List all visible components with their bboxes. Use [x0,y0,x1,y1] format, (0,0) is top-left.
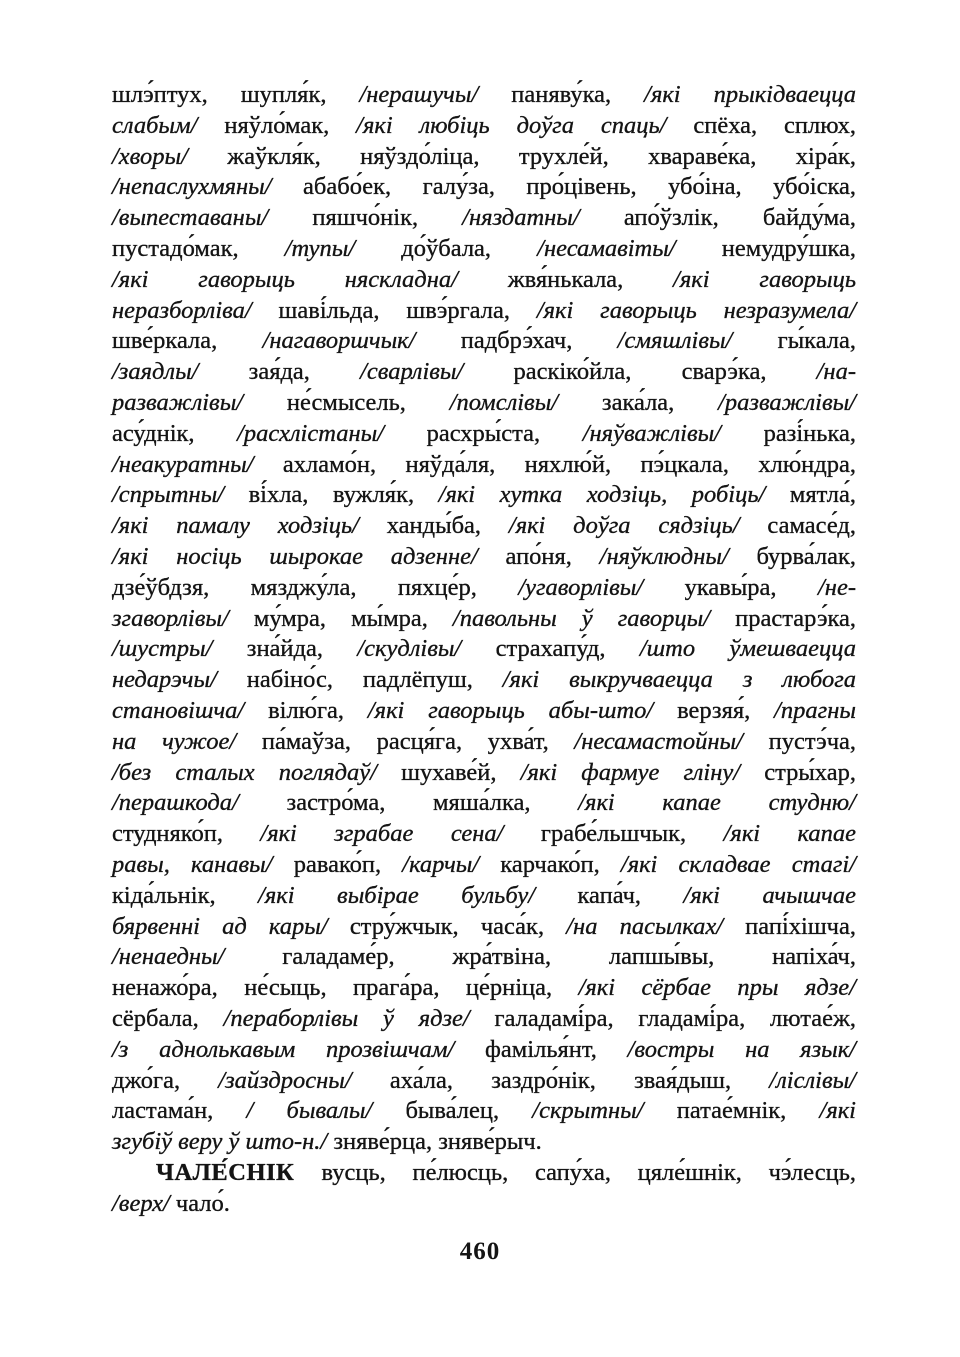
qualifier-italic-text: /які зграбае сена/ [260,820,541,848]
qualifier-italic-text: /які складвае стагі/ [620,850,856,878]
text-line [112,973,856,1004]
synonym-text: страхапу́д, [495,635,640,663]
qualifier-italic-text: /павольны ў гаворцы/ [452,604,736,632]
synonym-text: джо́га, [112,1066,219,1094]
headword-text: ЧАЛЕ́СНІК [156,1158,322,1186]
text-line [112,357,856,388]
qualifier-italic-text: /угаворлівы/ [518,573,685,601]
synonym-text: шухаве́й, [401,758,521,786]
qualifier-italic-text: /на- [816,358,856,386]
qualifier-italic-text: /які хутка ходзіць, робіць/ [438,481,790,509]
qualifier-italic-text: /не- [817,573,856,601]
text-line [112,1096,856,1127]
qualifier-italic-text: /верх/ [112,1189,176,1217]
synonym-text: пяшчо́нік, [312,204,463,232]
synonym-text: вілю́га, [268,696,368,724]
qualifier-italic-text: /скрытны/ [532,1097,677,1125]
synonym-text: шве́ркала, [112,327,263,355]
qualifier-italic-text: разважлівы/ [112,388,287,416]
qualifier-italic-text: /спрытны/ [112,481,249,509]
synonym-text: зняве́рца, зняве́рыч. [333,1128,542,1156]
synonym-text: застро́ма, мяша́лка, [286,789,579,817]
text-line [112,912,856,943]
synonym-text: дзе́ўбдзя, мязджу́ла, пяхце́р, [112,573,519,601]
synonym-text: зая́да, [248,358,361,386]
synonym-text: не́смысель, [286,388,450,416]
qualifier-italic-text: /нагаворшчык/ [262,327,461,355]
synonym-text: капа́ч, [577,881,684,909]
text-line [112,604,856,635]
qualifier-italic-text: /востры на язык/ [627,1035,856,1063]
qualifier-italic-text: /які капае студню/ [578,789,856,817]
qualifier-italic-text: /перашкода/ [112,789,287,817]
qualifier-italic-text: недарэчы/ [112,666,247,694]
qualifier-italic-text: /несамавіты/ [537,234,722,262]
synonym-text: абабо́ек, галу́за, про́цівень, убо́іна, убо́іска, [303,173,856,201]
qualifier-italic-text: /з аднолькавым прозвішчам/ [112,1035,486,1063]
qualifier-italic-text: /які гаворыць абы-што/ [367,696,678,724]
qualifier-italic-text: /які прыкідваецца [644,81,856,108]
qualifier-italic-text: /які капае [723,820,857,848]
qualifier-italic-text: /шустры/ [112,635,247,663]
synonym-text: апо́ня, [505,542,600,570]
synonym-text: па́маўза, расця́га, ухва́т, [261,727,575,755]
synonym-text: расхры́ста, [426,419,583,447]
text-line [112,573,856,604]
synonym-text: сёрбала, [112,1004,224,1032]
text-line [112,1158,856,1189]
synonym-text: спёха, сплюх, [693,111,856,139]
synonym-text: апо́ўзлік, байду́ма, [623,204,856,232]
synonym-text: падбрэ́хач, [460,327,618,355]
qualifier-italic-text: становішча/ [112,696,269,724]
qualifier-italic-text: /зайздросны/ [218,1066,390,1094]
text-line [112,696,856,727]
text-line [112,265,856,296]
qualifier-italic-text: згаворлівы/ [112,604,254,632]
text-line [112,942,856,973]
qualifier-italic-text: /які гаворыць няскладна/ [112,265,508,293]
qualifier-italic-text: /неакуратны/ [112,450,283,478]
qualifier-italic-text: /няздатны/ [462,204,624,232]
qualifier-italic-text: /які носіць шырокае адзенне/ [112,542,506,570]
qualifier-italic-text: /карчы/ [402,850,501,878]
synonym-text: укавы́ра, [684,573,818,601]
text-line [112,142,856,173]
text-line [112,819,856,850]
synonym-text: немудру́шка, [721,234,856,262]
synonym-text: зна́йда, [246,635,358,663]
synonym-text: жвя́нькала, [507,265,674,293]
text-line [112,296,856,327]
synonym-text: бурва́лак, [756,542,856,570]
synonym-text: стру́жчык, часа́к, [349,912,567,940]
synonym-text: шлэ́птух, шупля́к, [112,81,360,108]
qualifier-italic-text: /няўклюдны/ [599,542,757,570]
synonym-text: папі́хішча, [745,912,856,940]
text-line [112,234,856,265]
dictionary-entry-continuation [112,80,856,1158]
synonym-text: пустэ́ча, [768,727,857,755]
synonym-text: верзяя́, [677,696,775,724]
synonym-text: вусць, пе́люсць, сапу́ха, цяле́шнік, чэ́лесць, [321,1158,856,1186]
synonym-text: мятла́, [789,481,856,509]
qualifier-italic-text: на чужое/ [112,727,262,755]
synonym-text: галадамі́ра, гладамі́ра, лютае́ж, [494,1004,856,1032]
synonym-text: кіда́льнік, [112,881,259,909]
text-line [112,850,856,881]
text-line [112,634,856,665]
synonym-text: раскіко́йла, сварэ́ка, [513,358,817,386]
qualifier-italic-text: /скудлівы/ [357,635,496,663]
qualifier-italic-text: /пераборлівы ў ядзе/ [223,1004,495,1032]
text-line [112,203,856,234]
synonym-text: фамілья́нт, [485,1035,628,1063]
qualifier-italic-text: неразборліва/ [112,296,279,324]
synonym-text: няўло́мак, [224,111,357,139]
qualifier-italic-text: /тупы/ [284,234,402,262]
text-line [112,665,856,696]
text-line [112,419,856,450]
qualifier-italic-text: /ненаедны/ [112,943,283,971]
text-line [112,758,856,789]
synonym-text: прастарэ́ка, [735,604,856,632]
text-line [112,788,856,819]
synonym-text: паняву́ка, [511,81,645,108]
qualifier-italic-text: бярвенні ад кары/ [112,912,350,940]
qualifier-italic-text: /які любіць доўга спаць/ [356,111,694,139]
text-line [112,388,856,419]
synonym-text: патае́мнік, [676,1097,820,1125]
synonym-text: равако́п, [293,850,403,878]
qualifier-italic-text: /помслівы/ [449,388,602,416]
qualifier-italic-text: /які выбірае бульбу/ [258,881,578,909]
qualifier-italic-text: /які [819,1097,856,1125]
qualifier-italic-text: /ліслівы/ [769,1066,856,1094]
synonym-text: гы́кала, [777,327,857,355]
qualifier-italic-text: /што ўмешваецца [639,635,856,663]
synonym-text: жаўкля́к, няўздо́ліца, трухле́й, хвараве́ка, хіра́к, [227,142,856,170]
qualifier-italic-text: /выпеставаны/ [112,204,313,232]
synonym-text: быва́лец, [405,1097,533,1125]
synonym-text: грабе́льшчык, [540,820,724,848]
qualifier-italic-text: /заядлы/ [112,358,249,386]
text-line [112,1004,856,1035]
synonym-text: ластама́н, [112,1097,247,1125]
dictionary-entry-chalesnik [112,1158,856,1220]
synonym-text: карчако́п, [500,850,621,878]
text-line [112,727,856,758]
qualifier-italic-text: /разважлівы/ [718,388,856,416]
qualifier-italic-text: згубіў веру ў што-н./ [112,1128,334,1156]
qualifier-italic-text: / бывалы/ [246,1097,406,1125]
dictionary-text [112,80,856,1219]
text-line [112,1035,856,1066]
synonym-text: стры́хар, [764,758,856,786]
synonym-text: ненажо́ра, не́сыць, прага́ра, це́рніца, [112,974,579,1002]
synonym-text: ахламо́н, няўда́ля, няхлю́й, пэ́цкала, хлю́ндра, [282,450,857,478]
synonym-text: ві́хла, вужля́к, [248,481,439,509]
synonym-text: аха́ла, заздро́нік, звая́дыш, [389,1066,770,1094]
text-line [112,80,856,111]
synonym-text: ханды́ба, [386,512,509,540]
qualifier-italic-text: /хворы/ [112,142,228,170]
text-line [112,1189,856,1220]
text-line [112,542,856,573]
qualifier-italic-text: /няўважлівы/ [582,419,764,447]
qualifier-italic-text: слабым/ [112,111,225,139]
qualifier-italic-text: /які ачышчае [683,881,856,909]
text-line [112,511,856,542]
synonym-text: самасе́д, [767,512,856,540]
qualifier-italic-text: /які фармуе гліну/ [520,758,765,786]
qualifier-italic-text: /непаслухмяны/ [112,173,304,201]
qualifier-italic-text: /які сёрбае пры ядзе/ [578,974,856,1002]
text-line [112,326,856,357]
text-line [112,111,856,142]
qualifier-italic-text: /які гаворыць [673,265,856,293]
synonym-text: галадаме́р, жра́твіна, лапшы́вы, напіха́ч, [282,943,856,971]
synonym-text: студняко́п, [112,820,261,848]
text-line [112,881,856,912]
text-line [112,172,856,203]
text-line [112,480,856,511]
qualifier-italic-text: /які гаворыць незразумела/ [536,296,856,324]
synonym-text: разі́нька, [763,419,856,447]
synonym-text: му́мра, мы́мра, [253,604,453,632]
qualifier-italic-text: /расхлістаны/ [237,419,427,447]
page-number: 460 [459,1238,501,1265]
synonym-text: до́ўбала, [401,234,538,262]
synonym-text: чало́. [175,1189,230,1217]
qualifier-italic-text: /які выкручваецца з любога [502,666,856,694]
qualifier-italic-text: /без сталых поглядаў/ [112,758,402,786]
synonym-text: зака́ла, [601,388,719,416]
qualifier-italic-text: равы, канавы/ [112,850,294,878]
synonym-text: пустадо́мак, [112,234,285,262]
qualifier-italic-text: /сварлівы/ [360,358,514,386]
qualifier-italic-text: /на пасылках/ [566,912,746,940]
text-line [112,1127,856,1158]
text-line [112,450,856,481]
qualifier-italic-text: /які доўга сядзіць/ [508,512,768,540]
synonym-text: шаві́льда, швэ́ргала, [278,296,537,324]
qualifier-italic-text: /прагны [774,696,856,724]
qualifier-italic-text: /які памалу ходзіць/ [112,512,387,540]
qualifier-italic-text: /несамастойны/ [574,727,769,755]
qualifier-italic-text: /смяшлівы/ [617,327,778,355]
synonym-text: асу́днік, [112,419,238,447]
synonym-text: набіно́с, падлёпуш, [246,666,503,694]
text-line [112,1066,856,1097]
qualifier-italic-text: /нерашучы/ [359,81,512,108]
